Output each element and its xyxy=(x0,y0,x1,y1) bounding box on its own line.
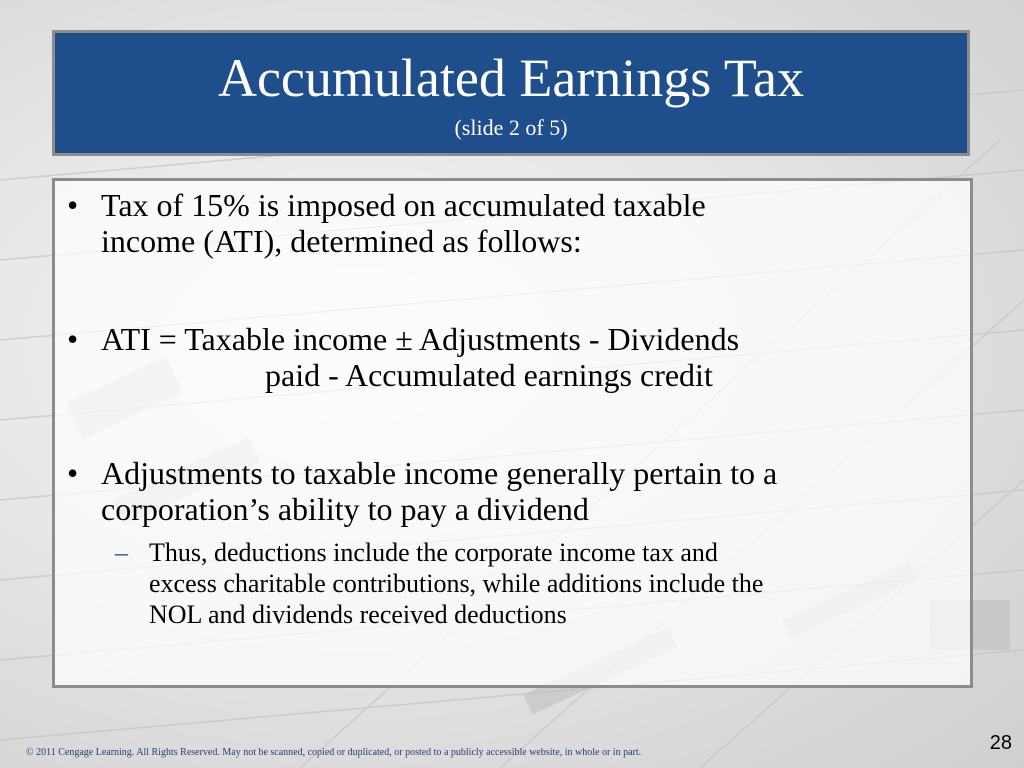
page-number: 28 xyxy=(989,732,1012,754)
bullet-marker: • xyxy=(67,187,79,223)
bullet-text: Tax of 15% is imposed on accumulated taxable income (ATI), determined as follows: xyxy=(101,187,706,259)
slide-subtitle: (slide 2 of 5) xyxy=(454,115,568,140)
bullet-text: ATI = Taxable income ± Adjustments - Dividends paid - Accumulated earnings credit xyxy=(101,321,740,393)
bullet-text: Adjustments to taxable income generally pertain to a corporation’s ability to pay a dividend xyxy=(101,455,778,527)
bullet-marker: • xyxy=(67,455,79,491)
bullet-marker: • xyxy=(67,321,79,357)
slide-title: Accumulated Earnings Tax xyxy=(217,48,805,108)
content-panel xyxy=(52,178,973,688)
copyright-footer: © 2011 Cengage Learning. All Rights Reserved. May not be scanned, copied or duplicated, or posted to a publicly accessible website, in whole or in part. xyxy=(26,747,642,758)
title-banner xyxy=(52,30,970,156)
sub-bullet-text: Thus, deductions include the corporate income tax and excess charitable contributions, while additions include the NOL and dividends received deductions xyxy=(149,538,764,629)
sub-bullet-marker: – xyxy=(115,538,128,567)
